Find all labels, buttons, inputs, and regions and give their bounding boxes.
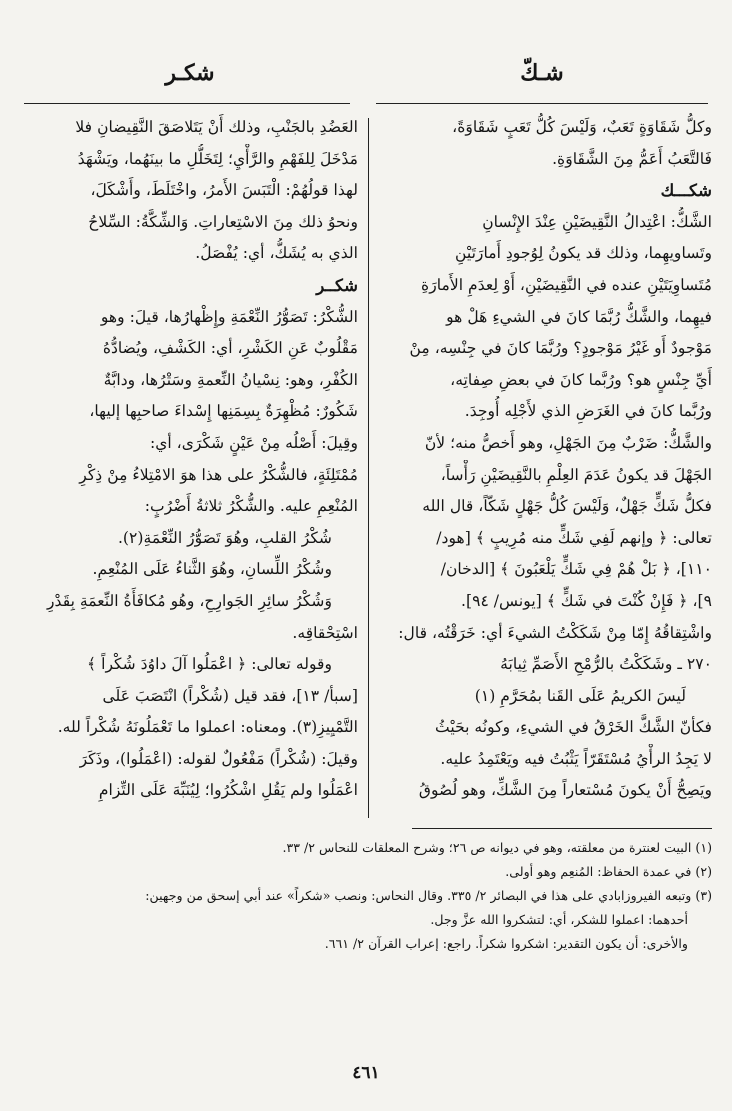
right-header-rule	[376, 103, 708, 104]
text-line: الجَهْلَ قد يكونُ عَدَمَ العِلْمِ بالنَّقِيضَيْنِ رَأْساً،	[440, 465, 712, 484]
text-line: مَقْلُوبٌ عَنِ الكَشْرِ، أي: الكَشْفِ، ويُضادُّهُ	[102, 339, 358, 358]
text-line: اعْمَلُوا ولم يَقُلِ اشْكُرُوا؛ لِيُنَبِّهَ عَلَى التِّزامِ	[98, 781, 358, 800]
text-line: وَشُكْرُ سائِرِ الجَوارِحِ، وهُو مُكافَأَةُ النِّعمَةِ بِقَدْرِ	[46, 591, 332, 610]
text-line: مَدْخَلَ لِلفَهْمِ والرَّأْيِ؛ لِتَخَلُّلِ ما بينَهُما، ويَشْهَدُ	[77, 149, 358, 168]
text-line: واشْتِقاقُهُ إِمّا مِنْ شَكَكْتُ الشيءَ أي: خَرَقْتُه، قال:	[398, 623, 712, 642]
footnote: (١) البيت لعنترة من معلقته، وهو في ديوانه ص ٢٦؛ وشرح المعلقات للنحاس ٢/ ٣٣.	[282, 840, 712, 855]
text-line: ورُبَّما كانَ في الغَرَضِ الذي لأَجْلِه أُوجِدَ.	[464, 402, 712, 421]
text-line: والشَّكُّ: ضَرْبٌ مِنَ الجَهْلِ، وهو أَخصُّ منه؛ لأنّ	[424, 433, 712, 452]
footnote-rule	[412, 828, 712, 829]
text-line: فيهِما، والشَّكُّ رُبَّمَا كانَ في الشيءِ هَلْ هو	[446, 307, 712, 326]
text-line: مَوْجودٌ أَو غَيْرُ مَوْجودٍ؟ ورُبَّمَا كانَ في جِنْسِه، مِنْ	[409, 339, 712, 358]
text-line: لهذا قولُهُمْ: الْتَبَسَ الأَمرُ، واخْتَلَطَ، وأَشْكَلَ،	[90, 181, 358, 200]
text-line: أَيِّ جِنْسٍ هو؟ ورُبَّما كانَ في بعضِ صِفاتِه،	[450, 370, 712, 389]
text-line: العَضُدِ بالجَنْبِ، وذلك أَنْ يَتَلاصَقَ النَّقِيضانِ فلا	[75, 118, 358, 136]
text-line: فكلُّ شَكٍّ جَهْلٌ، وَلَيْسَ كُلُّ جَهْلٍ شَكّاً، قال الله	[422, 497, 712, 516]
entry-heading-shukr: شكــر	[316, 275, 358, 295]
text-line: ونحوُ ذلك مِنَ الاسْتِعاراتِ. وَالشِّكَّةُ: السِّلاحُ	[88, 212, 358, 231]
text-line: ٩]، ﴿ فَإِنْ كُنْتَ في شَكٍّ ﴾ [يونس/ ٩٤].	[461, 591, 712, 610]
text-line: وكلُّ شَقَاوَةٍ تَعَبٌ، وَلَيْسَ كُلُّ تَعَبٍ شَقَاوَةً،	[452, 118, 712, 136]
poem-line: ٢٧٠ ـ وشَكَكْتُ بالرُّمْحِ الأَصَمِّ ثِيابَهُ	[500, 655, 712, 674]
text-line: الشَّكُّ: اعْتِدالُ النَّقِيضَيْنِ عِنْدَ الإِنْسانِ	[482, 212, 712, 231]
text-line: وقيلَ: (شُكْراً) مَفْعُولٌ لقوله: (اعْمَلُوا)، وذَكَرَ	[79, 749, 358, 768]
text-line: وشُكْرُ اللِّسانِ، وهُوَ الثَّناءُ عَلَى المُنْعِمِ.	[92, 560, 332, 579]
text-line: فكأنّ الشَّكَّ الخَرْقُ في الشيءِ، وكونُه بحَيْثُ	[435, 718, 712, 737]
text-line: وقوله تعالى: ﴿ اعْمَلُوا آلَ داوُدَ شُكْراً ﴾	[87, 655, 332, 674]
footnote: أحدهما: اعملوا للشكر، أي: لتشكروا الله عزَّ وجل.	[430, 912, 688, 927]
poem-line: لَيسَ الكريمُ عَلَى القَنا بمُحَرَّمِ (١)	[474, 686, 686, 705]
text-line: مُمْتَلِئَةٍ، فالشُّكْرُ على هذا هوَ الامْتِلاءُ مِنْ ذِكْرِ	[79, 465, 358, 484]
text-line: الشُّكْرُ: تَصَوُّرُ النِّعْمَةِ وإِظْهارُها، قيلَ: وهو	[100, 307, 358, 326]
text-line: وتَساويهِما، وذلك قد يكونُ لِوُجودِ أَمارَتَيْنِ	[455, 244, 712, 263]
left-running-header: شكـر	[165, 60, 215, 86]
footnote: والأخرى: أن يكون التقدير: اشكروا شكراً. راجع: إعراب القرآن ٢/ ٦٦١.	[324, 936, 688, 951]
left-column	[28, 112, 358, 807]
text-line: تعالى: ﴿ وإنهم لَفِي شَكٍّ منه مُرِيبٍ ﴾ [هود/	[436, 528, 712, 547]
text-line: وقِيلَ: أَصْلُه مِنْ عَيْنٍ شَكْرَى، أي:	[149, 433, 358, 452]
text-line: ١١٠]، ﴿ بَلْ هُمْ فِي شَكٍّ يَلْعَبُونَ ﴾ [الدخان/	[440, 560, 712, 579]
text-line: لا يَجِدُ الرأْيُ مُسْتَقَرّاً يَثْبُتُ فيه ويَعْتَمِدُ عليه.	[440, 749, 712, 768]
text-line: فَالتَّعَبُ أَعَمُّ مِنَ الشَّقَاوَةِ.	[552, 149, 712, 168]
entry-heading-shakk: شكـــك	[660, 181, 712, 201]
text-line: المُنْعِمِ عليه. والشُّكْرُ ثلاثةُ أَضْرُبٍ:	[144, 497, 358, 516]
text-line: ويَصِحُّ أَنْ يكونَ مُسْتعاراً مِنَ الشَّكِّ، وهو لُصُوقُ	[418, 781, 712, 800]
left-header-rule	[24, 103, 350, 104]
footnotes	[20, 836, 712, 956]
page-number: ٤٦١	[352, 1063, 380, 1083]
text-line: شُكْرُ القلبِ، وهُوَ تَصَوُّرُ النِّعْمَةِ(٢).	[117, 528, 332, 547]
right-column	[367, 112, 712, 807]
text-line: الكُفْرِ، وهو: نِسْيانُ النِّعمةِ وسَتْرُها، ودابَّةٌ	[103, 370, 358, 389]
footnote: (٢) في عمدة الحفاظ: المُنعِم وهو أولى.	[505, 864, 712, 879]
right-running-header: شـكّ	[520, 60, 564, 86]
text-line: التَّمْيِيزِ(٣). ومعناه: اعملوا ما تَعْمَلُونَهُ شُكْراً لله.	[57, 718, 358, 737]
text-line: شَكُورٌ: مُظْهِرَةٌ بِسِمَنِها إِسْداءَ صاحبِها إليها،	[89, 402, 358, 421]
text-line: مُتَساوِيَتَيْنِ عنده في النَّقِيضَيْنِ، أَوْ لِعدَمِ الأَمارَةِ	[421, 275, 712, 294]
text-line: [سبأ/ ١٣]، فقد قيل (شُكْراً) انْتَصَبَ عَلَى	[102, 686, 358, 705]
footnote: (٣) وتبعه الفيروزابادي على هذا في البصائر ٢/ ٣٣٥. وقال النحاس: ونصب «شكراً» عند أبي إسحق من وجهين:	[145, 888, 712, 903]
text-line: اسْتِحْقاقِه.	[292, 623, 358, 642]
text-line: الذي به يُشَكُّ، أي: يُفْصَلُ.	[195, 244, 358, 263]
